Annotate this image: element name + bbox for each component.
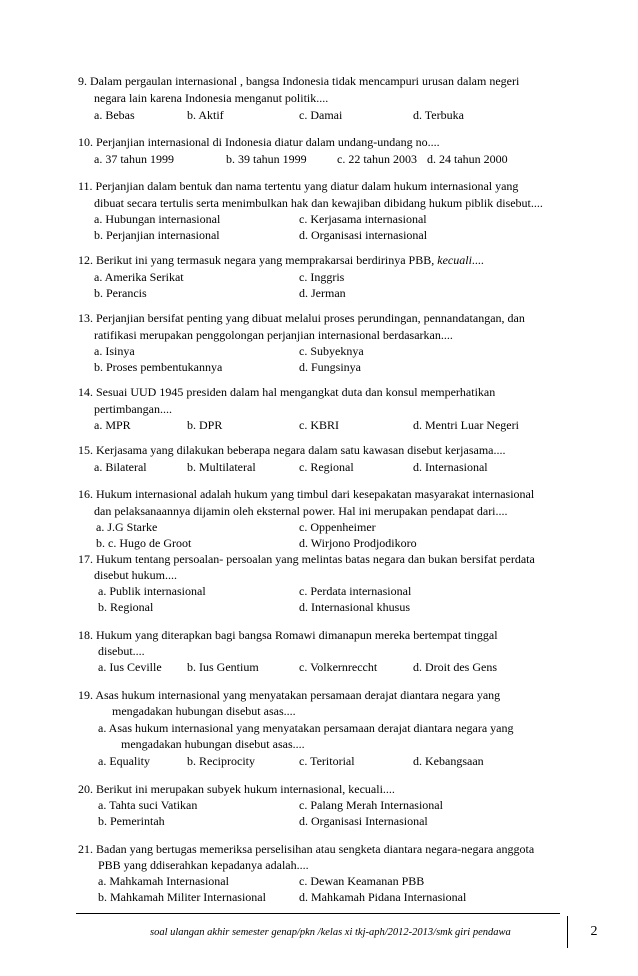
q11-option-c: c. Kerjasama internasional	[299, 212, 427, 226]
q14-stem-line1: 14. Sesuai UUD 1945 presiden dalam hal mengangkat duta dan konsul memperhatikan	[78, 385, 496, 399]
q19-option-b: b. Reciprocity	[187, 754, 255, 768]
q18-option-b: b. Ius Gentium	[187, 660, 259, 674]
q10-option-d: d. 24 tahun 2000	[427, 152, 508, 166]
q20-option-d: d. Organisasi Internasional	[299, 814, 428, 828]
q20-option-b: b. Pemerintah	[98, 814, 165, 828]
q19-option-c: c. Teritorial	[299, 754, 355, 768]
q12-stem-line1	[78, 253, 484, 267]
q16-stem-line1: 16. Hukum internasional adalah hukum yang timbul dari kesepakatan masyarakat internasional	[78, 487, 535, 501]
q17-option-b: b. Regional	[98, 600, 154, 614]
q10-option-b: b. 39 tahun 1999	[226, 152, 307, 166]
q16-option-b: b. c. Hugo de Groot	[96, 536, 192, 550]
q18-option-d: d. Droit des Gens	[413, 660, 497, 674]
q14-option-b: b. DPR	[187, 418, 223, 432]
q12-option-b: b. Perancis	[94, 286, 147, 300]
q19-option-d: d. Kebangsaan	[413, 754, 484, 768]
q18-option-a: a. Ius Ceville	[98, 660, 162, 674]
q18-stem-line1: 18. Hukum yang diterapkan bagi bangsa Romawi dimanapun mereka bertempat tinggal	[78, 628, 498, 642]
q17-option-d: d. Internasional khusus	[299, 600, 410, 614]
q21-stem-line1: 21. Badan yang bertugas memeriksa perselisihan atau sengketa diantara negara-negara anggota	[78, 842, 535, 856]
q16-option-a: a. J.G Starke	[96, 520, 158, 534]
q11-option-a: a. Hubungan internasional	[94, 212, 221, 226]
q14-option-d: d. Mentri Luar Negeri	[413, 418, 519, 432]
q9-stem-line1: 9. Dalam pergaulan internasional , bangsa Indonesia tidak mencampuri urusan dalam negeri	[78, 74, 520, 88]
q13-option-c: c. Subyeknya	[299, 344, 364, 358]
q13-option-a: a. Isinya	[94, 344, 135, 358]
q21-option-d: d. Mahkamah Pidana Internasional	[299, 890, 467, 904]
q19-option-a: a. Equality	[98, 754, 150, 768]
q11-stem-line2: dibuat secara tertulis serta menimbulkan hak dan kewajiban dibidang hukum piblik disebut....	[94, 196, 543, 210]
q14-option-a: a. MPR	[94, 418, 131, 432]
q17-option-c: c. Perdata internasional	[299, 584, 412, 598]
q10-option-a: a. 37 tahun 1999	[94, 152, 174, 166]
q19-repeat-line2: mengadakan hubungan disebut asas....	[121, 737, 305, 751]
q11-stem-line1: 11. Perjanjian dalam bentuk dan nama tertentu yang diatur dalam hukum internasional yang	[78, 179, 519, 193]
q11-option-d: d. Organisasi internasional	[299, 228, 428, 242]
q10-stem-line1: 10. Perjanjian internasional di Indonesia diatur dalam undang-undang no....	[78, 135, 440, 149]
q9-option-b: b. Aktif	[187, 108, 224, 122]
q15-option-d: d. Internasional	[413, 460, 488, 474]
q15-option-b: b. Multilateral	[187, 460, 256, 474]
q18-stem-line2: disebut....	[98, 644, 145, 658]
q12-option-d: d. Jerman	[299, 286, 346, 300]
q19-repeat-line1: a. Asas hukum internasional yang menyatakan persamaan derajat diantara negara yang	[98, 721, 514, 735]
q21-option-c: c. Dewan Keamanan PBB	[299, 874, 425, 888]
q14-stem-line2: pertimbangan....	[94, 402, 172, 416]
page-number: 2	[567, 916, 620, 948]
q9-option-a: a. Bebas	[94, 108, 135, 122]
q15-option-a: a. Bilateral	[94, 460, 147, 474]
q17-stem-line2: disebut hukum....	[94, 568, 177, 582]
q11-option-b: b. Perjanjian internasional	[94, 228, 220, 242]
q20-stem-line1: 20. Berikut ini merupakan subyek hukum internasional, kecuali....	[78, 782, 395, 796]
q20-option-a: a. Tahta suci Vatikan	[98, 798, 198, 812]
q17-option-a: a. Publik internasional	[98, 584, 206, 598]
q15-stem-line1: 15. Kerjasama yang dilakukan beberapa negara dalam satu kawasan disebut kerjasama....	[78, 443, 506, 457]
q16-stem-line2: dan pelaksanaannya dijamin oleh eksternal power. Hal ini merupakan pendapat dari....	[94, 504, 508, 518]
q15-option-c: c. Regional	[299, 460, 354, 474]
footer-divider	[76, 913, 560, 914]
q12-stem-text: 12. Berikut ini yang termasuk negara yang memprakarsai berdirinya PBB,	[78, 253, 438, 267]
q13-option-d: d. Fungsinya	[299, 360, 362, 374]
q10-option-c: c. 22 tahun 2003	[337, 152, 417, 166]
q16-option-c: c. Oppenheimer	[299, 520, 376, 534]
q13-stem-line1: 13. Perjanjian bersifat penting yang dibuat melalui proses perundingan, pennandatangan, dan	[78, 311, 525, 325]
q12-option-c: c. Inggris	[299, 270, 345, 284]
q17-stem-line1: 17. Hukum tentang persoalan- persoalan yang melintas batas negara dan bukan bersifat perdata	[78, 552, 535, 566]
q21-option-a: a. Mahkamah Internasional	[98, 874, 229, 888]
q18-option-c: c. Volkernreccht	[299, 660, 378, 674]
q9-option-d: d. Terbuka	[413, 108, 464, 122]
q19-stem-line2: mengadakan hubungan disebut asas....	[112, 704, 296, 718]
q12-option-a: a. Amerika Serikat	[94, 270, 184, 284]
q21-stem-line2: PBB yang ddiserahkan kepadanya adalah....	[98, 858, 309, 872]
q9-option-c: c. Damai	[299, 108, 343, 122]
q12-stem-end: ....	[471, 253, 484, 267]
q13-option-b: b. Proses pembentukannya	[94, 360, 223, 374]
footer-text: soal ulangan akhir semester genap/pkn /kelas xi tkj-aph/2012-2013/smk giri pendawa	[150, 927, 511, 938]
q12-stem-italic: kecuali	[437, 253, 472, 267]
q21-option-b: b. Mahkamah Militer Internasional	[98, 890, 266, 904]
q14-option-c: c. KBRI	[299, 418, 339, 432]
q20-option-c: c. Palang Merah Internasional	[299, 798, 443, 812]
q9-stem-line2: negara lain karena Indonesia menganut politik....	[94, 91, 329, 105]
q13-stem-line2: ratifikasi merupakan penggolongan perjanjian internasional berdasarkan....	[94, 328, 453, 342]
q16-option-d: d. Wirjono Prodjodikoro	[299, 536, 417, 550]
q19-stem-line1: 19. Asas hukum internasional yang menyatakan persamaan derajat diantara negara yang	[78, 688, 501, 702]
